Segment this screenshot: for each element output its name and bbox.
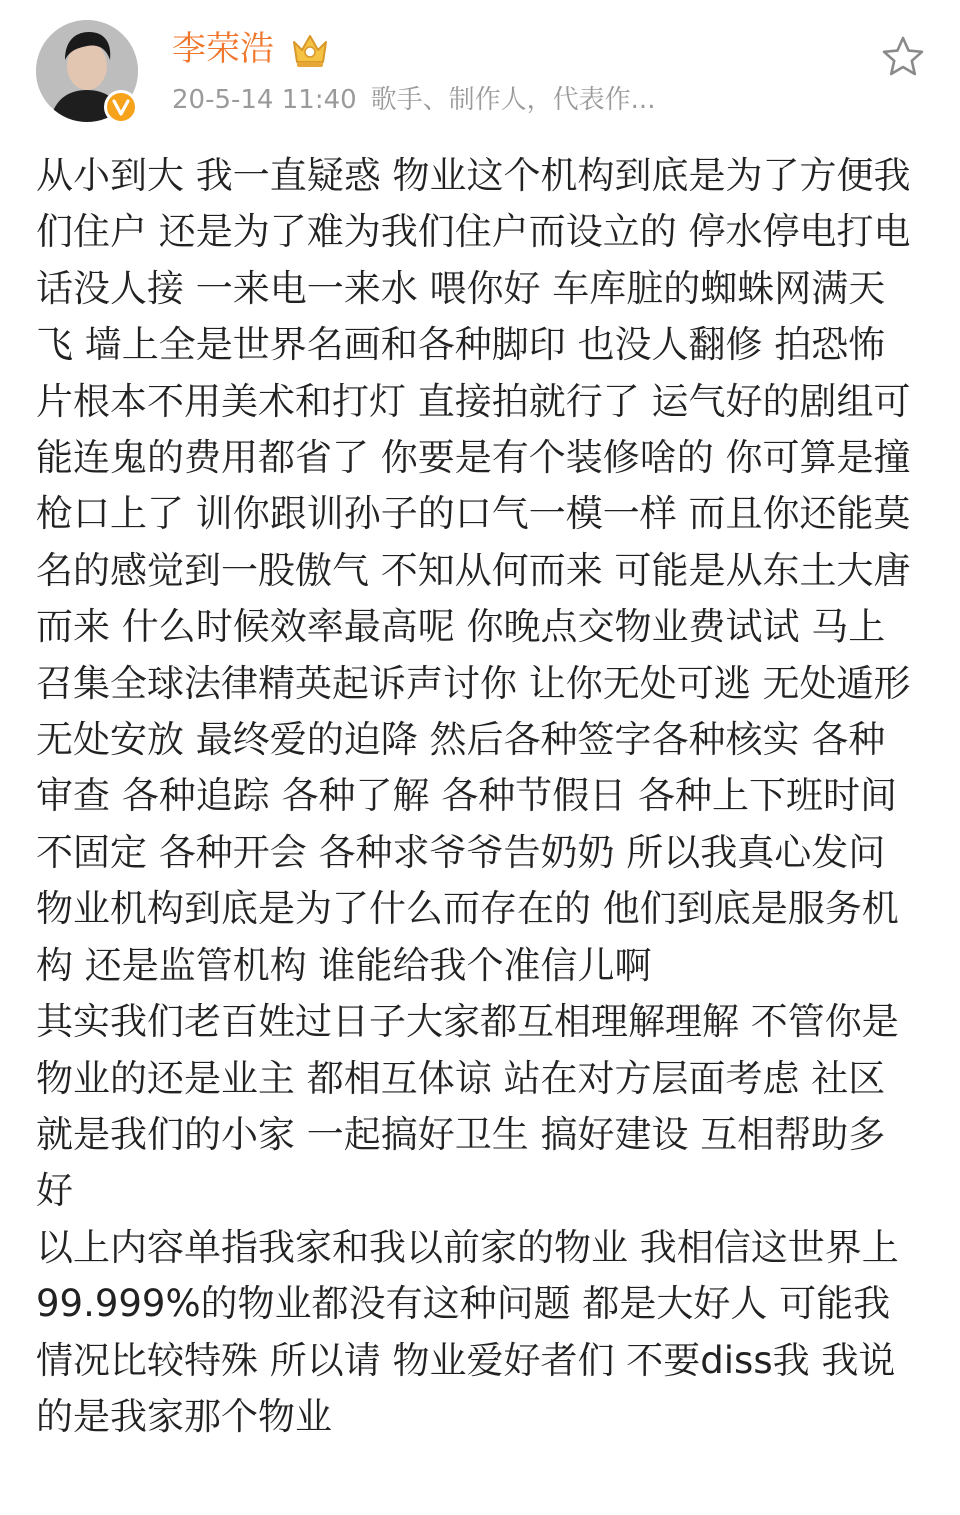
post-paragraph: 以上内容单指我家和我以前家的物业 我相信这世界上99.999%的物业都没有这种问题 都是大好人 可能我情况比较特殊 所以请 物业爱好者们 不要diss我 我说的是我家那个物业 xyxy=(36,1225,899,1438)
verified-badge-icon xyxy=(104,90,138,124)
star-outline-icon xyxy=(880,34,926,80)
post-timestamp: 20-5-14 11:40 xyxy=(172,85,357,115)
author-name[interactable]: 李荣浩 xyxy=(172,29,274,69)
author-bio: 歌手、制作人，代表作... xyxy=(370,85,656,115)
post-paragraph: 其实我们老百姓过日子大家都互相理解理解 不管你是物业的还是业主 都相互体谅 站在对方层面考虑 社区就是我们的小家 一起搞好卫生 搞好建设 互相帮助多好 xyxy=(36,1000,899,1213)
vip-crown-icon[interactable] xyxy=(288,30,332,70)
post-header xyxy=(0,0,960,150)
post-paragraph: 从小到大 我一直疑惑 物业这个机构到底是为了方便我们住户 还是为了难为我们住户而设立的 停水停电打电话没人接 一来电一来水 喂你好 车库脏的蜘蛛网满天飞 墙上全是世界名画和各种脚印 也没人翻修 拍恐怖片根本不用美术和打灯 直接拍就行了 运气好的剧组可能连鬼的费用都省了 你要是有个装修啥的 你可算是撞枪口上了 训你跟训孙子的口气一模一样 而且你还能莫名的感觉到一股傲气 不知从何而来 可能是从东土大唐而来 什么时候效率最高呢 你晚点交物业费试试 马上召集全球法律精英起诉声讨你 让你无处可逃 无处遁形 无处安放 最终爱的迫降 然后各种签字各种核实 各种审查 各种追踪 各种了解 各种节假日 各种上下班时间不固定 各种开会 各种求爷爷告奶奶 所以我真心发问 物业机构到底是为了什么而存在的 他们到底是服务机构 还是监管机构 谁能给我个准信儿啊 xyxy=(36,154,911,987)
post-meta xyxy=(172,82,669,118)
post-body xyxy=(36,148,922,1445)
favorite-button[interactable] xyxy=(880,34,926,80)
